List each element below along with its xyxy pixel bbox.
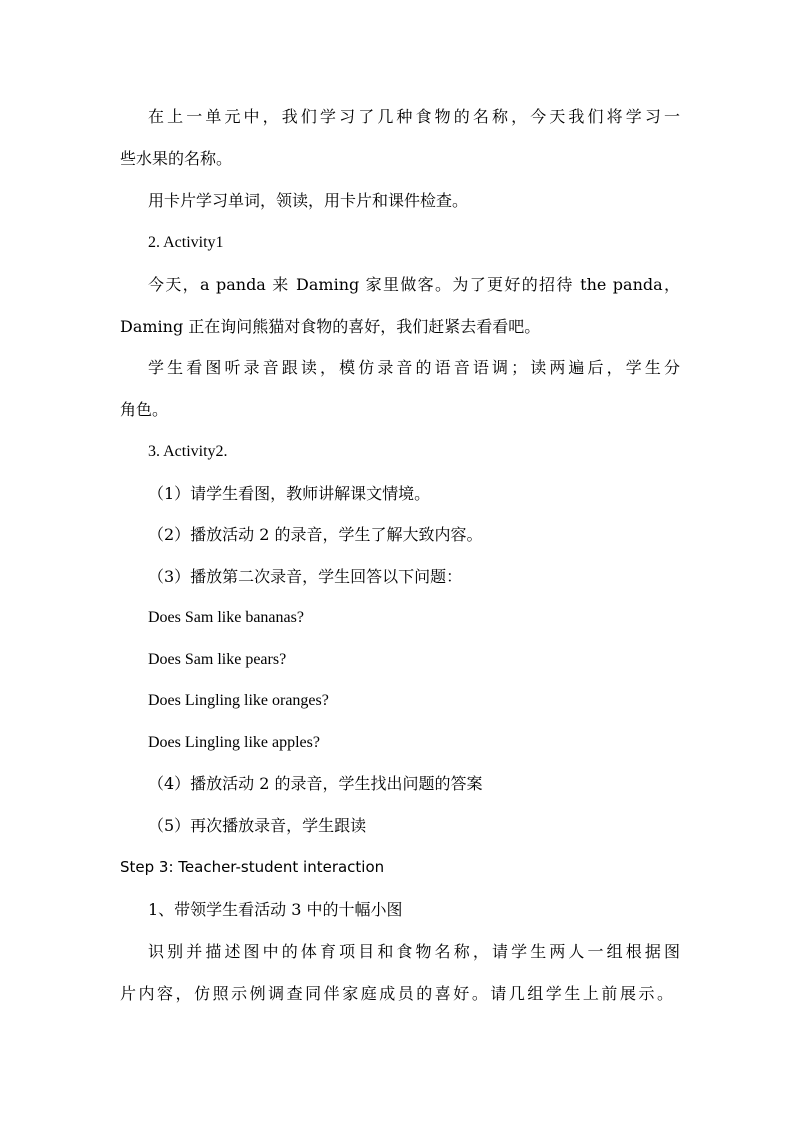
step-item-5: （5）再次播放录音，学生跟读 [148, 816, 367, 835]
paragraph-intro-line1: 在上一单元中，我们学习了几种食物的名称，今天我们将学习一 [148, 107, 680, 126]
paragraph-intro-line2: 些水果的名称。 [120, 149, 233, 168]
question-1: Does Sam like bananas? [148, 609, 304, 626]
section-heading-step3: Step 3: Teacher-student interaction [120, 858, 385, 876]
paragraph-listen-line1: 学生看图听录音跟读，模仿录音的语音语调；读两遍后，学生分 [148, 358, 680, 377]
paragraph-panda-line2: Daming 正在询问熊猫对食物的喜好，我们赶紧去看看吧。 [120, 317, 541, 336]
paragraph-activity3: 1、带领学生看活动 3 中的十幅小图 [148, 900, 403, 919]
paragraph-identify-line1: 识别并描述图中的体育项目和食物名称，请学生两人一组根据图 [148, 942, 680, 961]
heading-activity2: 3. Activity2. [148, 443, 228, 460]
paragraph-identify-line2: 片内容，仿照示例调查同伴家庭成员的喜好。请几组学生上前展示。 [120, 984, 673, 1003]
paragraph-listen-line2: 角色。 [120, 400, 169, 419]
step-item-3: （3）播放第二次录音，学生回答以下问题： [148, 567, 463, 586]
paragraph-panda-line1: 今天，a panda 来 Daming 家里做客。为了更好的招待 the panda， [148, 275, 680, 294]
step-item-4: （4）播放活动 2 的录音，学生找出问题的答案 [148, 774, 483, 793]
question-2: Does Sam like pears? [148, 651, 287, 668]
step-item-1: （1）请学生看图，教师讲解课文情境。 [148, 484, 431, 503]
paragraph-cards: 用卡片学习单词，领读，用卡片和课件检查。 [148, 191, 469, 210]
heading-activity1: 2. Activity1 [148, 234, 224, 251]
step-item-2: （2）播放活动 2 的录音，学生了解大致内容。 [148, 525, 483, 544]
question-3: Does Lingling like oranges? [148, 692, 329, 709]
question-4: Does Lingling like apples? [148, 734, 320, 751]
